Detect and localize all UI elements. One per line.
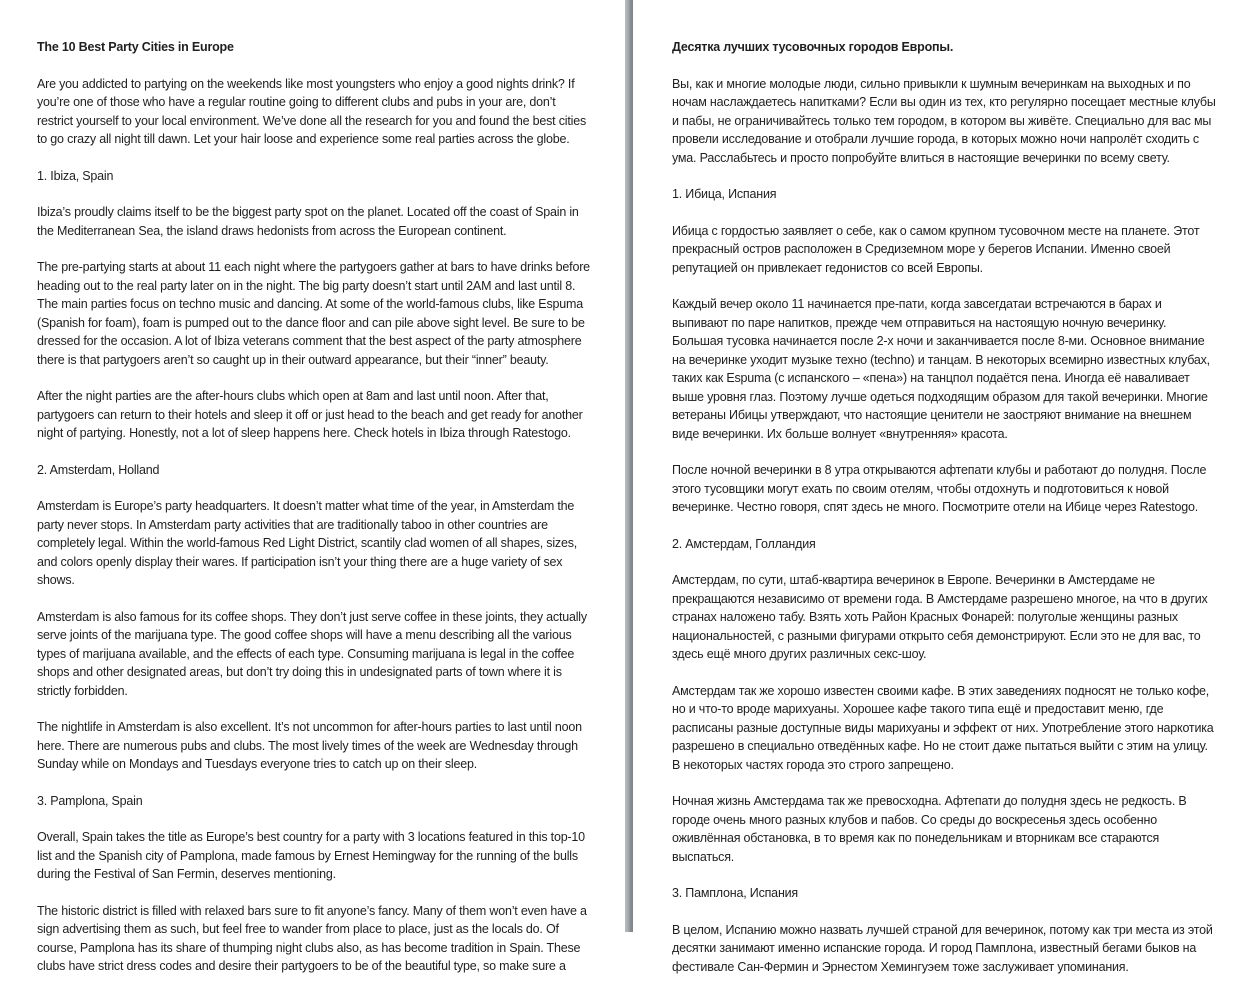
- paragraph: Overall, Spain takes the title as Europe’s best country for a party with 3 locations featured in this top-10 list and the Spanish city of Pamplona, made famous by Ernest Hemingway for the running of the bulls during the Festival of San Fermin, deserves mentioning.: [37, 830, 585, 881]
- paragraph: Are you addicted to partying on the weekends like most youngsters who enjoy a good nights drink? If you’re one of those who have a regular routine going to different clubs and pubs in your are, don’t restrict yourself to your local environment. We’ve done all the research for you and found the best cities to go crazy all night till dawn. Let your hair loose and experience some real parties across the globe.: [37, 76, 587, 146]
- paragraph: Amsterdam is also famous for its coffee shops. They don’t just serve coffee in these joints, they actually serve joints of the marijuana type. The good coffee shops will have a menu describing all the various types of marijuana available, and the effects of each type. Consuming marijuana is legal in the coffee shops and other designated areas, but don’t try doing this in undesignated parts of town where it is strictly forbidden.: [37, 609, 587, 698]
- paragraph: После ночной вечеринки в 8 утра открываются афтепати клубы и работают до полудня. После этого тусовщики могут ехать по своим отелям, чтобы отдохнуть и подготовиться к новой вечеринке. Честно говоря, спят здесь не много. Посмотрите отели на Ибице через Ratestogo.: [672, 463, 1207, 514]
- section-heading-ibiza-ru: 1. Ибица, Испания: [672, 187, 777, 201]
- section-heading-pamplona: 3. Pamplona, Spain: [37, 793, 143, 808]
- paragraph: Ибица с гордостью заявляет о себе, как о самом крупном тусовочном месте на планете. Этот прекрасный остров расположен в Средиземном море у берегов Испании. Именно своей репутацией он привлекает гедонистов со всей Европы.: [672, 223, 1200, 275]
- section-heading-amsterdam: 2. Amsterdam, Holland: [37, 462, 160, 477]
- section-heading-ibiza: 1. Ibiza, Spain: [37, 168, 114, 183]
- section-heading-amsterdam-ru: 2. Амстердам, Голландия: [672, 536, 816, 551]
- paragraph: The pre-partying starts at about 11 each night where the partygoers gather at bars to have drinks before heading out to the real party later on in the night. The big party doesn’t start until 2AM and last until 8. The main parties focus on techno music and dancing. At some of the world-famous clubs, like Espuma (Spanish for foam), foam is pumped out to the dance floor and can pile above sight level. Be sure to be dressed for the occasion. A lot of Ibiza veterans comment that the best aspect of the party atmosphere there is that partygoers aren’t so caught up in their outward appearance, but their “inner” beauty.: [37, 260, 590, 367]
- paragraph: Каждый вечер около 11 начинается пре-пати, когда завсегдатаи встречаются в барах и выпивают по паре напитков, прежде чем отправиться на настоящую ночную вечеринку. Большая тусовка начинается после 2-х ночи и заканчивается после 8-ми. Основное внимание на вечеринке уходит музыке техно (techno) и танцам. В некоторых всемирно известных клубах, таких как Espuma (с испанского – «пена») на танцпол подаётся пена. Иногда её наваливает выше уровня глаз. Поэтому лучше одеться подходящим образом для такой вечеринки. Многие ветераны Ибицы утверждают, что настоящие ценители не заостряют внимание на внешнем виде вечеринки. Их больше волнует «внутренняя» красота.: [672, 297, 1210, 441]
- paragraph: The historic district is filled with relaxed bars sure to fit anyone’s fancy. Many of them won’t even have a sign advertising them as such, but feel free to wander from place to place, just as the locals do. Of course, Pamplona has its share of thumping night clubs also, as has become tradition in Spain. These clubs have strict dress codes and desire their partygoers to be of the beautiful type, so make sure a: [37, 903, 587, 973]
- paragraph: Ibiza’s proudly claims itself to be the biggest party spot on the planet. Located off the coast of Spain in the Mediterranean Sea, the island draws hedonists from across the European continent.: [37, 205, 579, 238]
- paragraph: Амстердам так же хорошо известен своими кафе. В этих заведениях подносят не только кофе, но и что-то вроде марихуаны. Хорошее кафе такого типа ещё и предоставит меню, где расписаны разные доступные виды марихуаны и эффект от них. Употребление этого наркотика разрешено в специально отведённых кафе. Но не стоит даже пытаться выйти с этим на улицу. В некоторых частях города это строго запрещено.: [672, 683, 1214, 772]
- paragraph: The nightlife in Amsterdam is also excellent. It’s not uncommon for after-hours parties to last until noon here. There are numerous pubs and clubs. The most lively times of the week are Wednesday through Sunday while on Mondays and Tuesdays everyone tries to catch up on their sleep.: [37, 720, 582, 771]
- document-title-russian: Десятка лучших тусовочных городов Европы.: [672, 40, 954, 54]
- paragraph: Амстердам, по сути, штаб-квартира вечеринок в Европе. Вечеринки в Амстердаме не прекращаются независимо от времени года. В Амстердаме разрешено многое, на что в других странах наложено табу. Взять хоть Район Красных Фонарей: полуголые женщины разных национальностей, с разными фигурами открыто себя демонстрируют. Если это не для вас, то здесь ещё много других различных секс-шоу.: [672, 573, 1208, 661]
- document-page-russian: [672, 38, 1219, 994]
- paragraph: Ночная жизнь Амстердама так же превосходна. Афтепати до полудня здесь не редкость. В городе очень много разных клубов и пабов. Со среды до воскресенья здесь особенно оживлённая обстановка, в то время как по понедельникам и вторникам все стараются выспаться.: [672, 794, 1187, 864]
- paragraph: Amsterdam is Europe’s party headquarters. It doesn’t matter what time of the year, in Amsterdam the party never stops. In Amsterdam party activities that are traditionally taboo in other countries are completely legal. Within the world-famous Red Light District, scantily clad women of all shapes, sizes, and colors openly display their wares. If participation isn’t your thing there are a huge variety of sex shows.: [37, 499, 578, 587]
- paragraph: After the night parties are the after-hours clubs which open at 8am and last until noon. After that, partygoers can return to their hotels and sleep it off or just head to the beach and get ready for another night of partying. Honestly, not a lot of sleep happens here. Check hotels in Ibiza through Ratestogo.: [37, 389, 583, 440]
- document-title: The 10 Best Party Cities in Europe: [37, 40, 234, 54]
- paragraph: В целом, Испанию можно назвать лучшей страной для вечеринок, потому как три места из этой десятки занимают именно испанские города. И город Памплона, известный бегами быков на фестивале Сан-Фермин и Эрнестом Хемингуэем тоже заслуживает упоминания.: [672, 922, 1213, 974]
- paragraph: Вы, как и многие молодые люди, сильно привыкли к шумным вечеринкам на выходных и по ночам наслаждаетесь напитками? Если вы один из тех, кто регулярно посещает местные клубы и пабы, не ограничивайтесь только тем городом, в котором вы живёте. Специально для вас мы провели исследование и отобрали лучшие города, в которых можно ночи напролёт сходить с ума. Расслабьтесь и просто попробуйте влиться в настоящие вечеринки по всему свету.: [672, 76, 1216, 165]
- page-divider: [625, 0, 633, 932]
- section-heading-pamplona-ru: 3. Памплона, Испания: [672, 886, 798, 900]
- document-page-english: [37, 38, 594, 994]
